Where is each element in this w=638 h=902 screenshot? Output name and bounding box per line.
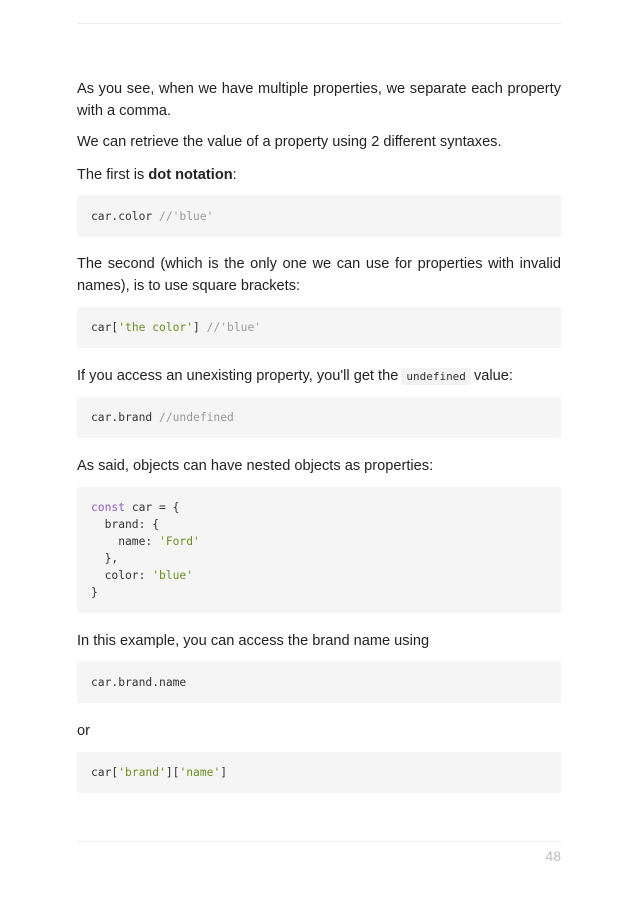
code-line: brand: {: [91, 518, 160, 531]
code-block-square-brackets: [77, 307, 561, 348]
code-block-brand-name-brackets: [77, 752, 561, 793]
code-block-brand-name: [77, 661, 561, 703]
paragraph-retrieve-value: We can retrieve the value of a property using 2 different syntaxes.: [77, 134, 502, 150]
code-text: ]: [193, 321, 207, 334]
bold-term: dot notation: [148, 167, 233, 183]
code-line: },: [91, 552, 119, 565]
code-line: [91, 409, 547, 426]
code-string: 'the color': [118, 321, 194, 334]
code-comment: //'blue': [206, 321, 262, 334]
code-block-nested-object: [77, 487, 561, 613]
inline-code-undefined: undefined: [401, 368, 471, 385]
code-string: 'blue': [152, 569, 194, 582]
paragraph-text: :: [232, 167, 237, 183]
code-line: }: [91, 586, 98, 599]
paragraph-text: value:: [473, 368, 513, 384]
header-divider: [77, 23, 561, 24]
code-string: 'name': [179, 766, 221, 779]
code-text: car.brand: [91, 411, 160, 424]
code-string: 'Ford': [159, 535, 200, 548]
code-comment: //undefined: [159, 411, 234, 424]
code-text: car.color: [91, 209, 160, 223]
code-line: [91, 499, 547, 516]
code-line: [91, 567, 547, 584]
code-text: car[: [91, 766, 119, 779]
code-text: ]: [220, 766, 228, 779]
page-number: 48: [545, 848, 561, 864]
code-text: name:: [91, 535, 160, 548]
code-line: [91, 533, 547, 550]
footer-divider: [77, 841, 561, 842]
code-text: color:: [91, 569, 153, 582]
code-block-dot-notation: [77, 195, 561, 237]
code-text: car = {: [125, 501, 180, 514]
code-line: [91, 319, 547, 336]
code-string: 'brand': [118, 766, 166, 779]
paragraph-nested-objects: As said, objects can have nested objects as properties:: [77, 458, 434, 474]
code-text: car[: [91, 321, 119, 334]
code-text: ][: [165, 766, 180, 779]
paragraph-dot-notation: [77, 164, 561, 186]
code-comment: //'blue': [159, 209, 214, 223]
code-line: [91, 208, 547, 225]
paragraph-multiple-properties: As you see, when we have multiple properties, we separate each property with a comma.: [77, 81, 561, 119]
code-line: [91, 764, 547, 781]
paragraph-text: The first is: [77, 167, 149, 183]
paragraph-or: or: [77, 723, 90, 739]
code-line: car.brand.name: [91, 675, 187, 689]
code-block-undefined: [77, 397, 561, 438]
paragraph-square-brackets: The second (which is the only one we can use for properties with invalid names), is to use square brackets:: [77, 256, 561, 294]
paragraph-text: If you access an unexisting property, you'll get the: [77, 368, 399, 384]
paragraph-access-brand-name: In this example, you can access the brand name using: [77, 633, 430, 649]
code-keyword: const: [91, 501, 126, 514]
paragraph-unexisting-property: [77, 365, 561, 388]
